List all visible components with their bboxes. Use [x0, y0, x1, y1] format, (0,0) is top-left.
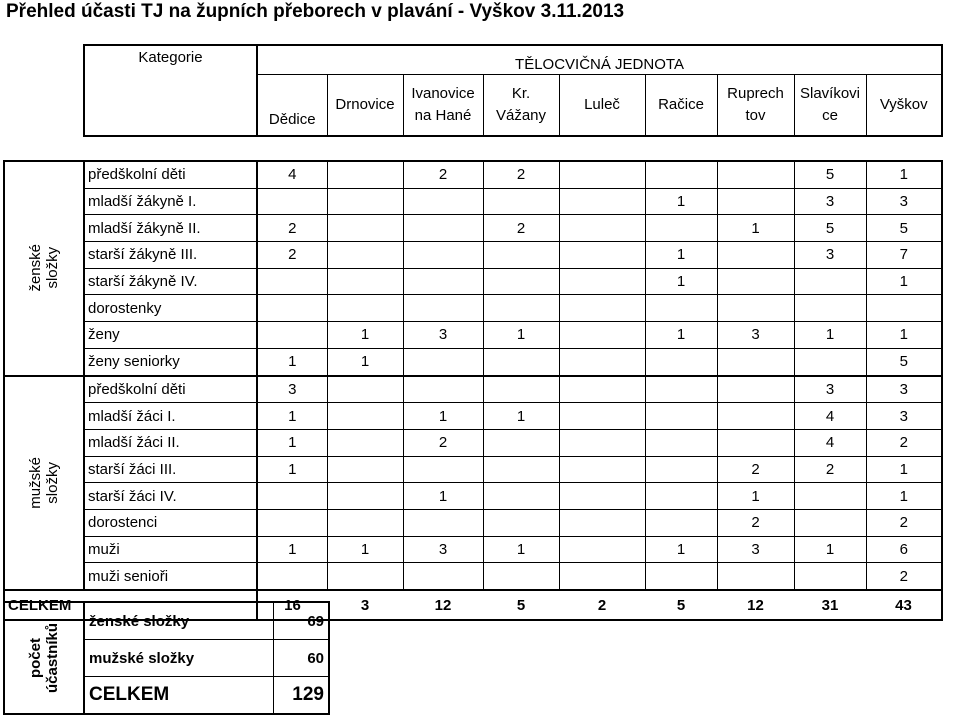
value-cell: 1 — [327, 536, 403, 563]
value-cell: 2 — [257, 242, 327, 269]
value-cell: 1 — [645, 322, 717, 349]
value-cell — [645, 376, 717, 403]
value-cell: 3 — [866, 376, 942, 403]
summary-value: 129 — [273, 677, 329, 715]
table-row — [4, 348, 942, 375]
club-header-line: Vážany — [495, 107, 547, 124]
value-cell: 1 — [257, 348, 327, 375]
value-cell — [483, 242, 559, 269]
value-cell — [403, 456, 483, 483]
value-cell — [483, 563, 559, 590]
value-cell — [717, 563, 794, 590]
category-cell: dorostenky — [84, 295, 257, 322]
women-section-label-cell — [4, 161, 84, 376]
category-header-label: Kategorie — [138, 49, 203, 66]
value-cell — [559, 429, 645, 456]
club-header — [559, 75, 645, 137]
value-cell: 4 — [257, 161, 327, 188]
value-cell: 1 — [866, 268, 942, 295]
value-cell: 6 — [866, 536, 942, 563]
summary-table — [3, 601, 330, 715]
summary-row — [4, 602, 329, 640]
value-cell — [327, 268, 403, 295]
total-cell: 5 — [645, 590, 717, 620]
value-cell — [559, 509, 645, 536]
value-cell — [645, 295, 717, 322]
table-row — [4, 188, 942, 215]
value-cell: 2 — [866, 429, 942, 456]
value-cell — [866, 295, 942, 322]
value-cell: 5 — [866, 348, 942, 375]
value-cell — [257, 563, 327, 590]
club-header — [794, 75, 866, 137]
category-cell: starší žáci IV. — [84, 483, 257, 510]
value-cell — [257, 322, 327, 349]
summary-value: 69 — [273, 602, 329, 640]
value-cell: 2 — [866, 509, 942, 536]
summary-category: mužské složky — [84, 640, 273, 677]
value-cell — [645, 483, 717, 510]
value-cell: 2 — [257, 215, 327, 242]
value-cell — [559, 536, 645, 563]
value-cell: 2 — [717, 509, 794, 536]
value-cell: 2 — [794, 456, 866, 483]
summary-label — [27, 623, 61, 693]
value-cell: 3 — [403, 322, 483, 349]
table-row — [4, 483, 942, 510]
value-cell: 1 — [257, 429, 327, 456]
value-cell — [559, 376, 645, 403]
value-cell: 2 — [866, 563, 942, 590]
club-header-line: Račice — [658, 96, 704, 113]
category-cell: mladší žákyně II. — [84, 215, 257, 242]
value-cell — [403, 348, 483, 375]
value-cell — [559, 188, 645, 215]
value-cell — [794, 563, 866, 590]
value-cell — [327, 403, 403, 430]
value-cell: 1 — [403, 483, 483, 510]
total-cell: 2 — [559, 590, 645, 620]
value-cell — [483, 348, 559, 375]
value-cell — [794, 483, 866, 510]
value-cell — [559, 348, 645, 375]
value-cell — [559, 215, 645, 242]
table-row — [4, 429, 942, 456]
club-header-line: Dědice — [268, 111, 316, 128]
summary-label-line: počet — [27, 638, 44, 679]
value-cell: 2 — [717, 456, 794, 483]
club-header-line: tov — [745, 107, 766, 124]
value-cell — [645, 563, 717, 590]
value-cell: 2 — [483, 161, 559, 188]
value-cell: 1 — [866, 483, 942, 510]
value-cell — [645, 429, 717, 456]
value-cell: 1 — [717, 483, 794, 510]
value-cell: 1 — [794, 536, 866, 563]
value-cell — [645, 509, 717, 536]
value-cell — [717, 242, 794, 269]
value-cell: 2 — [403, 429, 483, 456]
value-cell — [403, 295, 483, 322]
women-section-label-line: ženské — [27, 244, 44, 293]
club-header-line: Vyškov — [879, 96, 928, 113]
table-row — [4, 161, 942, 188]
summary-category: CELKEM — [84, 677, 273, 715]
table-row — [4, 295, 942, 322]
table-row — [4, 376, 942, 403]
value-cell — [327, 295, 403, 322]
category-cell: dorostenci — [84, 509, 257, 536]
value-cell — [403, 509, 483, 536]
value-cell: 1 — [403, 403, 483, 430]
value-cell: 1 — [483, 536, 559, 563]
total-cell: 3 — [327, 590, 403, 620]
value-cell — [559, 483, 645, 510]
value-cell: 1 — [257, 456, 327, 483]
summary-label-cell — [4, 602, 84, 714]
value-cell — [483, 268, 559, 295]
value-cell — [327, 509, 403, 536]
value-cell — [645, 403, 717, 430]
value-cell — [717, 161, 794, 188]
table-row — [4, 563, 942, 590]
value-cell: 5 — [866, 215, 942, 242]
value-cell — [403, 563, 483, 590]
value-cell — [559, 295, 645, 322]
value-cell: 1 — [866, 456, 942, 483]
value-cell: 3 — [717, 536, 794, 563]
total-cell: 12 — [717, 590, 794, 620]
value-cell — [327, 242, 403, 269]
value-cell — [559, 161, 645, 188]
table-row — [4, 322, 942, 349]
club-header — [403, 75, 483, 137]
value-cell: 1 — [645, 268, 717, 295]
value-cell: 1 — [794, 322, 866, 349]
category-cell: starší žáci III. — [84, 456, 257, 483]
value-cell: 7 — [866, 242, 942, 269]
club-header-line: Slavíkovi — [799, 85, 861, 102]
women-section-label — [27, 244, 61, 292]
women-section-label-line: složky — [44, 247, 61, 290]
summary-label-line: účastníků — [44, 622, 61, 694]
value-cell: 4 — [794, 429, 866, 456]
club-header — [257, 75, 327, 137]
value-cell: 3 — [794, 242, 866, 269]
total-cell: 43 — [866, 590, 942, 620]
category-cell: mladší žákyně I. — [84, 188, 257, 215]
table-row — [4, 403, 942, 430]
total-cell: 31 — [794, 590, 866, 620]
table-row — [4, 536, 942, 563]
category-cell: ženy seniorky — [84, 348, 257, 375]
value-cell — [717, 403, 794, 430]
category-cell: ženy — [84, 322, 257, 349]
value-cell — [483, 429, 559, 456]
value-cell: 1 — [645, 536, 717, 563]
value-cell: 3 — [866, 188, 942, 215]
value-cell — [257, 509, 327, 536]
total-cell: 16 — [257, 590, 327, 620]
value-cell: 1 — [483, 403, 559, 430]
value-cell — [483, 456, 559, 483]
value-cell — [645, 161, 717, 188]
club-header-line: Luleč — [584, 96, 620, 113]
club-header-line: ce — [822, 107, 838, 124]
category-header — [84, 45, 257, 136]
category-cell: mladší žáci II. — [84, 429, 257, 456]
page-title: Přehled účasti TJ na župních přeborech v plavání - Vyškov 3.11.2013 — [6, 1, 625, 22]
value-cell — [257, 188, 327, 215]
value-cell — [717, 268, 794, 295]
value-cell — [327, 161, 403, 188]
value-cell: 1 — [327, 322, 403, 349]
group-header: TĚLOCVIČNÁ JEDNOTA — [257, 45, 942, 75]
value-cell: 1 — [717, 215, 794, 242]
value-cell — [483, 188, 559, 215]
value-cell — [559, 268, 645, 295]
value-cell — [559, 322, 645, 349]
men-section-label-line: mužské — [27, 456, 44, 509]
value-cell — [645, 456, 717, 483]
value-cell — [794, 295, 866, 322]
total-label: CELKEM — [4, 590, 257, 620]
value-cell: 1 — [645, 242, 717, 269]
value-cell: 1 — [866, 322, 942, 349]
club-header-line: Drnovice — [335, 96, 395, 113]
value-cell: 1 — [483, 322, 559, 349]
value-cell: 3 — [794, 376, 866, 403]
value-cell: 4 — [794, 403, 866, 430]
value-cell — [327, 483, 403, 510]
category-cell: mladší žáci I. — [84, 403, 257, 430]
club-header-line: Ruprech — [727, 85, 784, 102]
value-cell: 2 — [483, 215, 559, 242]
men-section-label — [27, 457, 61, 509]
club-header-line: na Hané — [414, 107, 472, 124]
table-row — [4, 509, 942, 536]
category-cell: starší žákyně IV. — [84, 268, 257, 295]
value-cell — [257, 268, 327, 295]
value-cell — [483, 295, 559, 322]
header-row-group — [4, 45, 942, 75]
club-header — [645, 75, 717, 137]
value-cell: 3 — [717, 322, 794, 349]
table-row — [4, 242, 942, 269]
value-cell — [645, 215, 717, 242]
value-cell — [559, 563, 645, 590]
summary-category: ženské složky — [84, 602, 273, 640]
club-header — [327, 75, 403, 137]
value-cell — [327, 456, 403, 483]
value-cell — [403, 376, 483, 403]
value-cell: 1 — [257, 536, 327, 563]
club-header — [866, 75, 942, 137]
value-cell — [559, 403, 645, 430]
value-cell — [717, 348, 794, 375]
value-cell — [327, 429, 403, 456]
club-header-line: Kr. — [511, 85, 531, 102]
value-cell — [717, 429, 794, 456]
value-cell — [794, 348, 866, 375]
total-cell: 12 — [403, 590, 483, 620]
value-cell: 5 — [794, 215, 866, 242]
club-header — [483, 75, 559, 137]
value-cell — [483, 483, 559, 510]
value-cell — [257, 483, 327, 510]
value-cell: 3 — [866, 403, 942, 430]
value-cell: 3 — [403, 536, 483, 563]
value-cell — [559, 242, 645, 269]
table-row — [4, 456, 942, 483]
value-cell: 1 — [645, 188, 717, 215]
value-cell — [483, 509, 559, 536]
value-cell — [645, 348, 717, 375]
value-cell — [327, 376, 403, 403]
value-cell — [327, 215, 403, 242]
category-cell: předškolní děti — [84, 376, 257, 403]
value-cell — [717, 188, 794, 215]
value-cell — [559, 456, 645, 483]
value-cell — [717, 376, 794, 403]
category-cell: muži senioři — [84, 563, 257, 590]
total-cell: 5 — [483, 590, 559, 620]
value-cell — [717, 295, 794, 322]
club-header — [717, 75, 794, 137]
men-section-label-line: složky — [44, 461, 61, 504]
value-cell: 1 — [327, 348, 403, 375]
value-cell: 3 — [257, 376, 327, 403]
value-cell: 1 — [866, 161, 942, 188]
value-cell: 1 — [257, 403, 327, 430]
value-cell: 3 — [794, 188, 866, 215]
value-cell — [327, 188, 403, 215]
value-cell: 5 — [794, 161, 866, 188]
summary-value: 60 — [273, 640, 329, 677]
participation-table — [3, 44, 943, 621]
club-header-line: Ivanovice — [411, 85, 475, 102]
value-cell: 2 — [403, 161, 483, 188]
value-cell — [403, 242, 483, 269]
value-cell — [403, 188, 483, 215]
value-cell — [403, 215, 483, 242]
value-cell — [483, 376, 559, 403]
table-row — [4, 268, 942, 295]
category-cell: starší žákyně III. — [84, 242, 257, 269]
value-cell — [794, 268, 866, 295]
table-row — [4, 215, 942, 242]
men-section-label-cell — [4, 376, 84, 591]
value-cell — [257, 295, 327, 322]
value-cell — [327, 563, 403, 590]
category-cell: muži — [84, 536, 257, 563]
value-cell — [403, 268, 483, 295]
value-cell — [794, 509, 866, 536]
category-cell: předškolní děti — [84, 161, 257, 188]
